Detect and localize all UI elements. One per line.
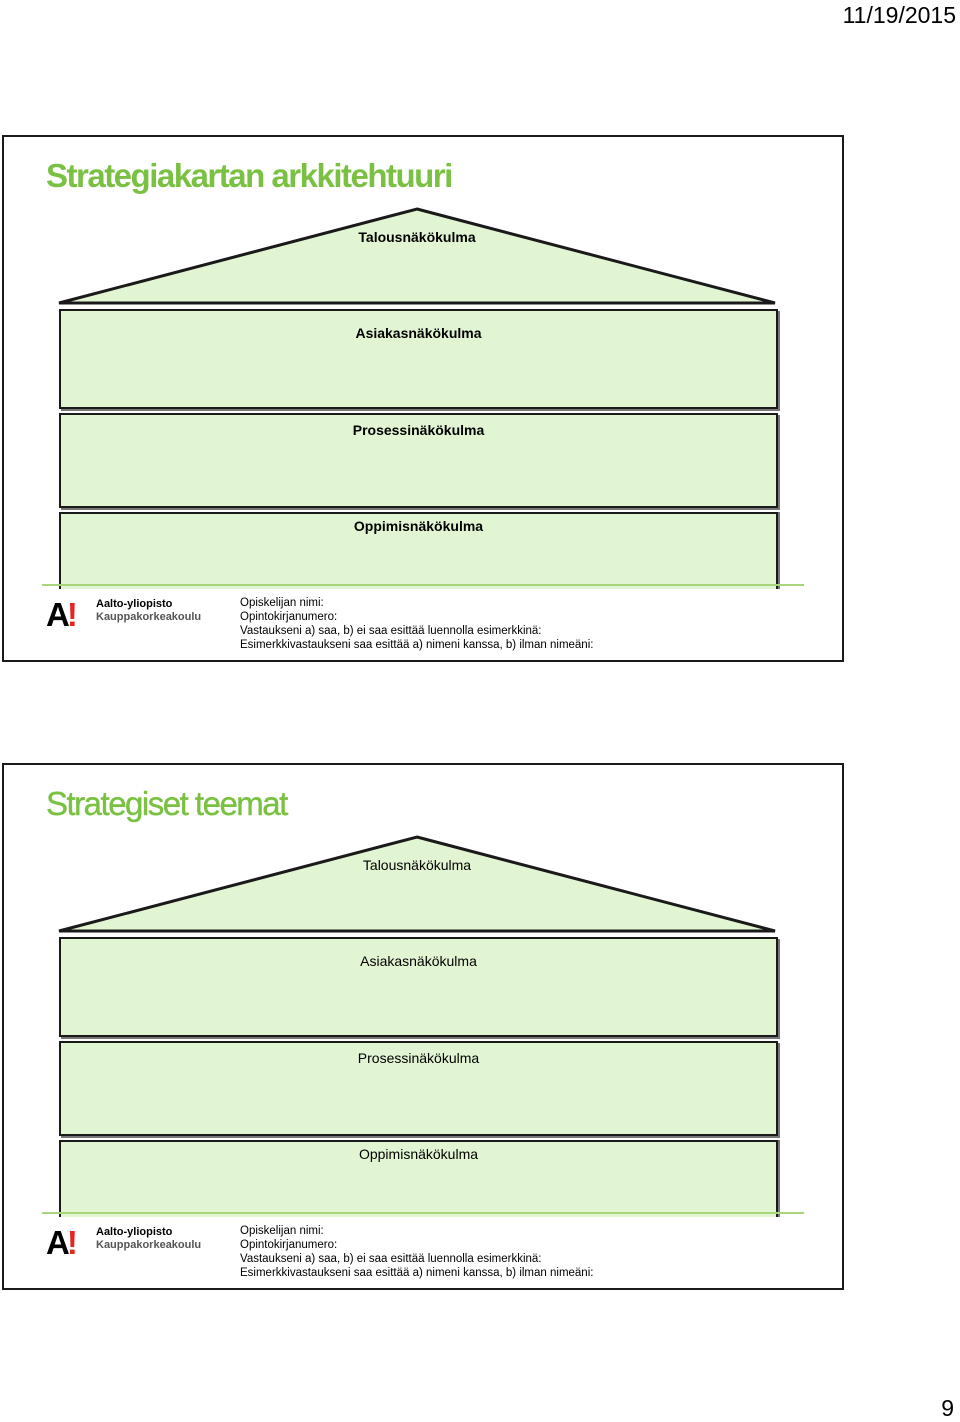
page-number: 9	[941, 1395, 954, 1421]
aalto-logo	[46, 1225, 202, 1261]
perspective-label-customer: Asiakasnäkökulma	[360, 953, 477, 969]
consent-name-label: Esimerkkivastaukseni saa esittää a) nimeni kanssa, b) ilman nimeäni:	[240, 1267, 594, 1279]
perspective-box-process	[59, 1041, 778, 1136]
perspective-box-learning	[59, 512, 778, 589]
slide-strategy-map	[2, 135, 844, 662]
consent-answer-label: Vastaukseni a) saa, b) ei saa esittää luennolla esimerkkinä:	[240, 625, 542, 637]
aalto-logo-text: Aalto-yliopisto Kauppakorkeakoulu	[96, 598, 202, 623]
aalto-logo-text: Aalto-yliopisto Kauppakorkeakoulu	[96, 1226, 202, 1251]
slide-strategic-themes	[2, 763, 844, 1290]
footer-divider	[42, 584, 804, 586]
perspective-label-process: Prosessinäkökulma	[357, 1050, 480, 1066]
consent-answer-label: Vastaukseni a) saa, b) ei saa esittää luennolla esimerkkinä:	[240, 1253, 542, 1265]
slide-title: Strategiakartan arkkitehtuuri	[46, 157, 452, 194]
perspective-label-customer: Asiakasnäkökulma	[355, 325, 482, 341]
header-date: 11/19/2015	[842, 2, 956, 28]
perspective-label-learning: Oppimisnäkökulma	[358, 1146, 479, 1162]
perspective-label-process: Prosessinäkökulma	[352, 422, 485, 438]
roof-shape	[57, 835, 777, 933]
perspective-label-learning: Oppimisnäkökulma	[353, 518, 484, 534]
student-info-fields	[240, 596, 593, 652]
slide-title: Strategiset teemat	[46, 785, 287, 822]
aalto-logo	[46, 597, 202, 633]
perspective-box-customer	[59, 937, 778, 1037]
perspective-label-finance: Talousnäkökulma	[362, 857, 472, 873]
aalto-logo-mark: A!	[46, 596, 75, 633]
footer-divider	[42, 1212, 804, 1214]
perspective-box-process	[59, 413, 778, 508]
perspective-box-learning	[59, 1140, 778, 1217]
student-id-label: Opintokirjanumero:	[240, 1239, 338, 1251]
consent-name-label: Esimerkkivastaukseni saa esittää a) nimeni kanssa, b) ilman nimeäni:	[240, 639, 594, 651]
student-name-label: Opiskelijan nimi:	[240, 597, 324, 609]
aalto-logo-mark: A!	[46, 1224, 75, 1261]
perspective-box-customer	[59, 309, 778, 409]
student-name-label: Opiskelijan nimi:	[240, 1225, 324, 1237]
perspective-label-finance: Talousnäkökulma	[358, 229, 476, 245]
student-id-label: Opintokirjanumero:	[240, 611, 338, 623]
roof-shape	[57, 207, 777, 305]
student-info-fields	[240, 1224, 593, 1280]
